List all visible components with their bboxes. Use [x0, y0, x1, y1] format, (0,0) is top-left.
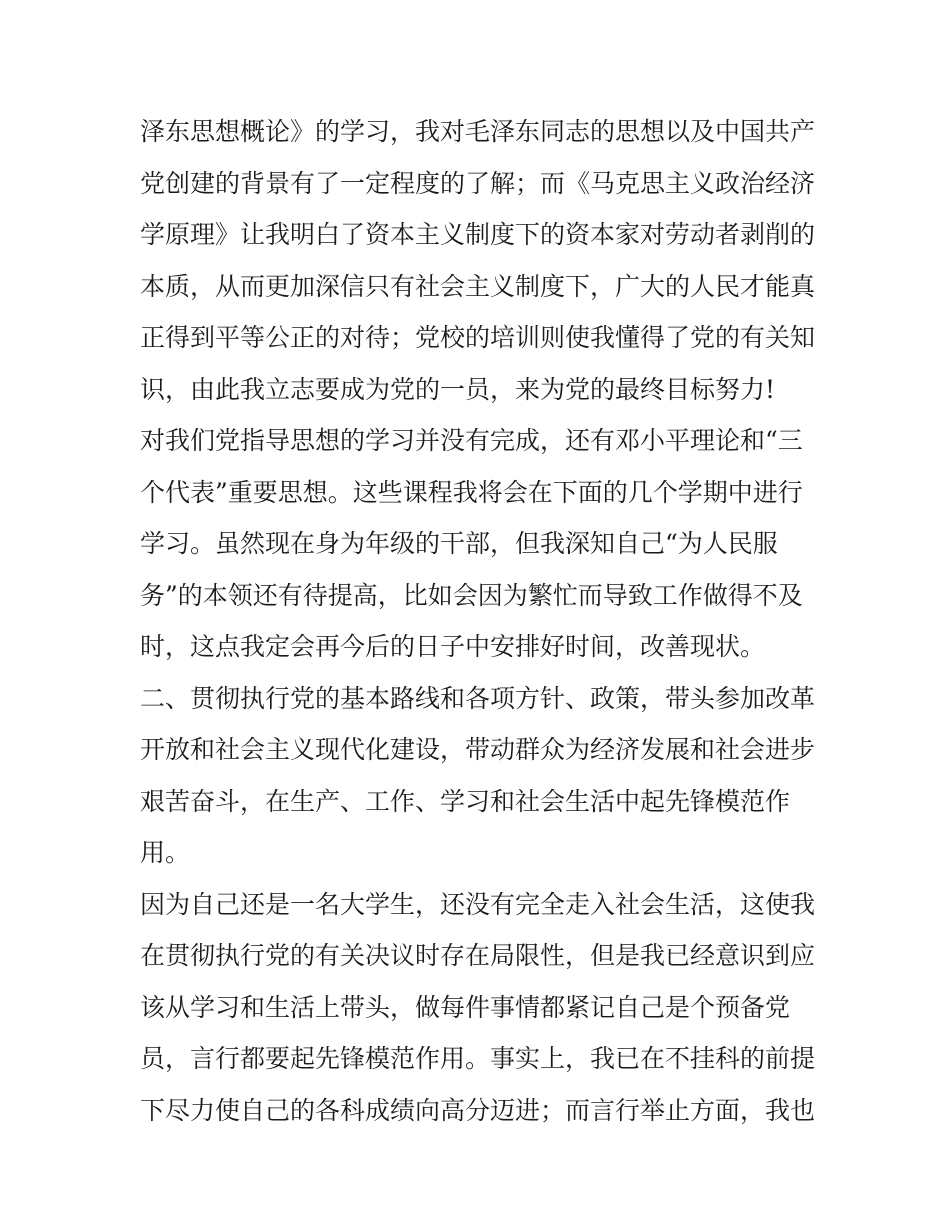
text-line: 学原理》让我明白了资本主义制度下的资本家对劳动者剥削的: [140, 220, 816, 249]
text-line: 个代表”重要思想。这些课程我将会在下面的几个学期中进行: [140, 477, 803, 507]
text-line: 识，由此我立志要成为党的一员，来为党的最终目标努力!: [140, 374, 776, 404]
text-line: 开放和社会主义现代化建设，带动群众为经济发展和社会进步: [140, 735, 816, 764]
text-line: 下尽力使自己的各科成绩向高分迈进；而言行举止方面，我也: [140, 1095, 816, 1125]
text-line: 党创建的背景有了一定程度的了解；而《马克思主义政治经济: [140, 168, 816, 198]
document-body: [140, 106, 820, 1136]
text-line: 该从学习和生活上带头，做每件事情都紧记自己是个预备党: [140, 992, 791, 1022]
text-line: 学习。虽然现在身为年级的干部，但我深知自己“为人民服: [140, 529, 778, 558]
text-line: 因为自己还是一名大学生，还没有完全走入社会生活，这使我: [140, 889, 816, 919]
text-line: 正得到平等公正的对待；党校的培训则使我懂得了党的有关知: [140, 323, 816, 352]
text-line: 在贯彻执行党的有关决议时存在局限性，但是我已经意识到应: [140, 941, 816, 970]
text-line: 员，言行都要起先锋模范作用。事实上，我已在不挂科的前提: [140, 1044, 816, 1073]
text-line: 艰苦奋斗，在生产、工作、学习和社会生活中起先锋模范作: [140, 786, 791, 816]
text-line: 对我们党指导思想的学习并没有完成，还有邓小平理论和“三: [140, 426, 803, 455]
text-line: 泽东思想概论》的学习，我对毛泽东同志的思想以及中国共产: [140, 117, 816, 146]
text-line: 时，这点我定会再今后的日子中安排好时间，改善现状。: [140, 632, 766, 661]
text-line: 用。: [140, 838, 191, 867]
text-line: 二、贯彻执行党的基本路线和各项方针、政策，带头参加改革: [140, 683, 816, 713]
text-line: 本质，从而更加深信只有社会主义制度下，广大的人民才能真: [140, 271, 816, 301]
text-line: 务”的本领还有待提高，比如会因为繁忙而导致工作做得不及: [140, 580, 803, 610]
